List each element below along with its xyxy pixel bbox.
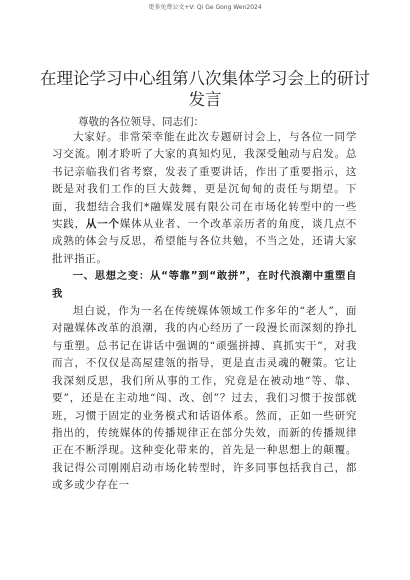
document-title: 在理论学习中心组第八次集体学习会上的研讨发言	[40, 69, 370, 109]
watermark-text: 更多免费公文+V: Qi Ge Gong Wen2024	[148, 4, 262, 11]
paragraph-1	[52, 129, 357, 268]
section-heading-1: 一、思想之变：从“等靠”到“敢拼”，在时代浪潮中重塑自我	[52, 270, 357, 300]
document-body	[52, 129, 357, 495]
paragraph-2: 坦白说，作为一名在传统媒体领域工作多年的“老人”，面对融媒体改革的浪潮，我的内心经历了一段漫长而深刻的挣扎与重塑。总书记在讲话中强调的“顽强拼搏、真抓实干”，对我而言，不仅仅是高屋建瓴的指导，更是直击灵魂的鞭策。它让我深刻反思，我们所从事的工作，究竟是在被动地“等、靠、要”，还是在主动地“闯、改、创”？过去，我们习惯于按部就班，习惯于固定的业务模式和话语体系。然而，正如一些研究指出的，传统媒体的传播规律正在部分失效，而新的传播规律正在不断浮现。这种变化带来的，首先是一种思想上的颠覆。我记得公司刚刚启动市场化转型时，许多同事包括我自己，都或多或少存在一	[52, 305, 357, 492]
paragraph-1-main: 大家好。非常荣幸能在此次专题研讨会上，与各位一同学习交流。刚才聆听了大家的真知灼见，我深受触动与启发。总书记亲临我们省考察，发表了重要讲话，作出了重要指示，这既是对我们工作的巨大鼓舞，更是沉甸甸的责任与期望。下面，我想结合我们*融媒发展有限公司在市场化转型中的一些实践，	[52, 131, 357, 231]
paragraph-1-end: 媒体从业者、一个改革亲历者的角度，谈几点不成熟的体会与反思，希望能与各位共勉，不当之处，还请大家批评指正。	[52, 218, 357, 265]
paragraph-1-bold: 从一个	[85, 218, 120, 231]
salutation: 尊敬的各位领导、同志们：	[78, 116, 204, 128]
